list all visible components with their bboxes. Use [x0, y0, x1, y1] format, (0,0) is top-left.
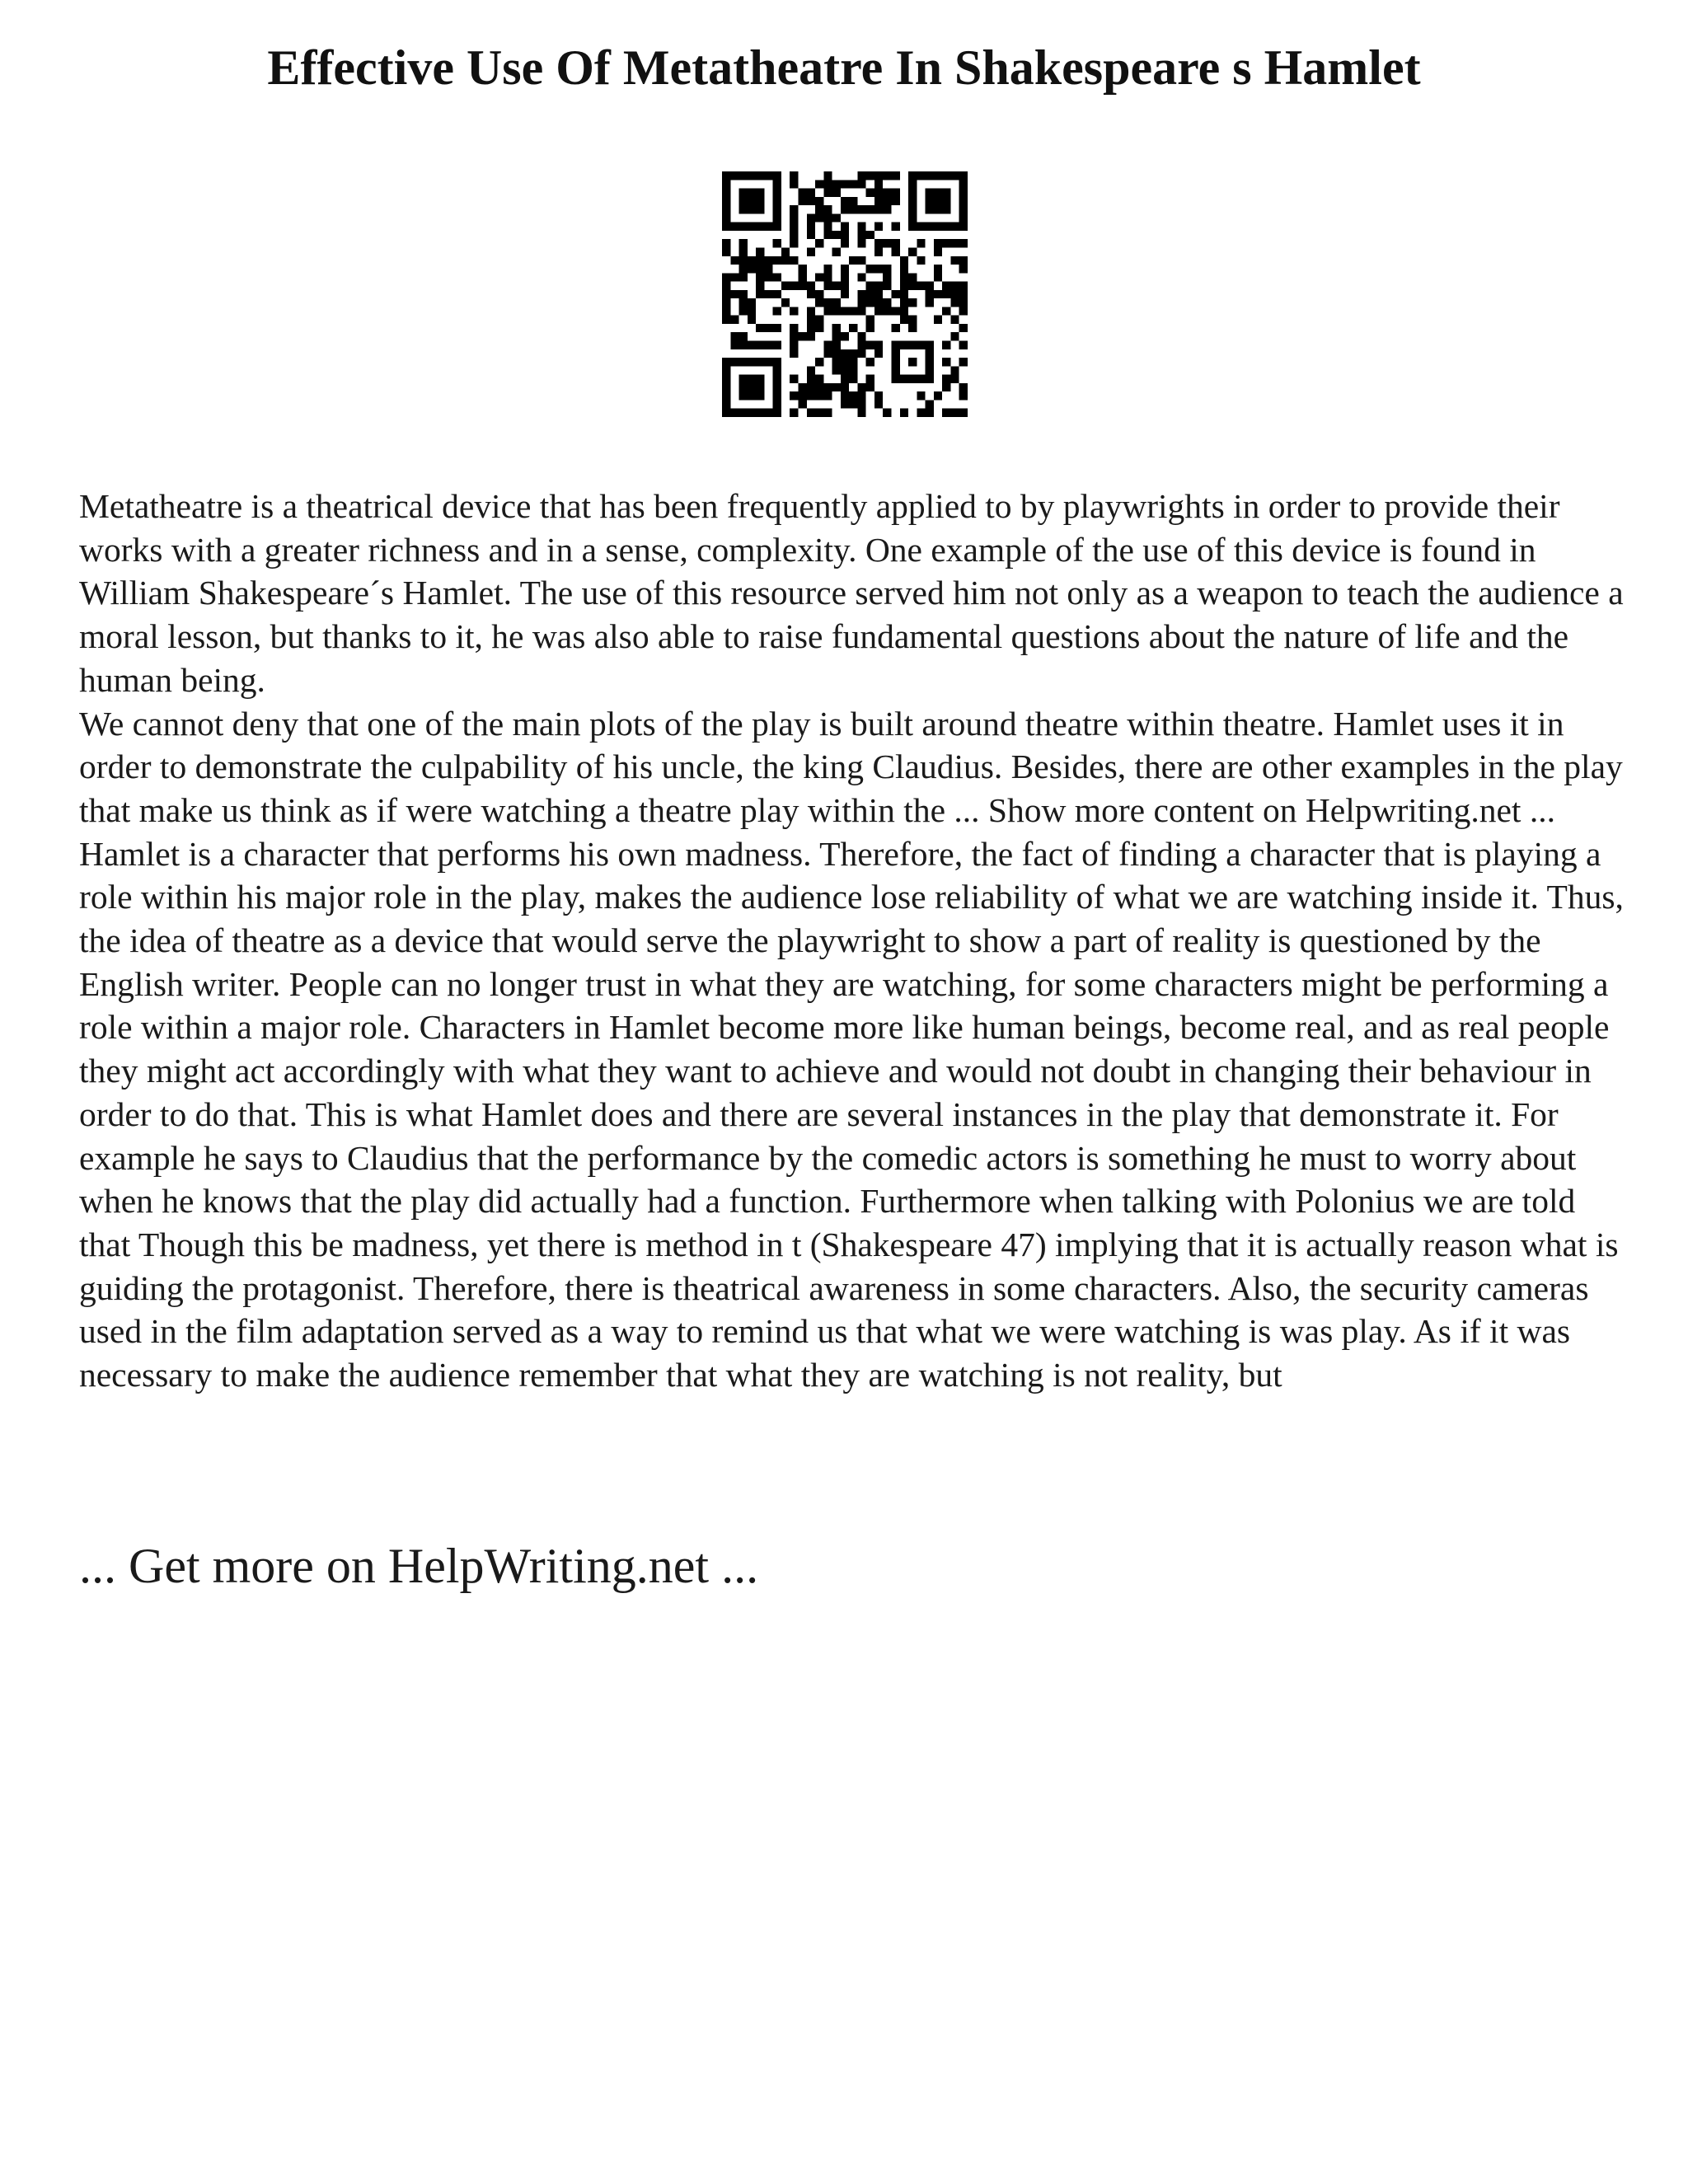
paragraph-1: Metatheatre is a theatrical device that has been frequently applied to by playwrights in order to provide their works with a greater richness and in a sense, complexity. One example of the use of this device is found in William Shakespeare´s Hamlet. The use of this resource served him not only as a weapon to teach the audience a moral lesson, but thanks to it, he was also able to raise fundamental questions about the nature of life and the human being. [79, 487, 1624, 699]
page-title: Effective Use Of Metatheatre In Shakespeare s Hamlet [267, 40, 1421, 95]
article-body [79, 485, 1629, 1397]
paragraph-3: Hamlet is a character that performs his own madness. Therefore, the fact of finding a character that is playing a role within his major role in the play, makes the audience lose reliability of what we are watching inside it. Thus, the idea of theatre as a device that would serve the playwright to show a part of reality is questioned by the English writer. People can no longer trust in what they are watching, for some characters might be performing a role within a major role. Characters in Hamlet become more like human beings, become real, and as real people they might act accordingly with what they want to achieve and would not doubt in changing their behaviour in order to do that. This is what Hamlet does and there are several instances in the play that demonstrate it. For example he says to Claudius that the performance by the comedic actors is something he must to worry about when he knows that the play did actually had a function. Furthermore when talking with Polonius we are told that Though this be madness, yet there is method in t (Shakespeare 47) implying that it is actually reason what is guiding the protagonist. Therefore, there is theatrical awareness in some characters. Also, the security cameras used in the film adaptation served as a way to remind us that what we were watching is was play. As if it was necessary to make the audience remember that what they are watching is not reality, but [79, 834, 1624, 1394]
qr-code [722, 171, 968, 417]
get-more-link[interactable]: ... Get more on HelpWriting.net ... [79, 1539, 759, 1593]
paragraph-2: We cannot deny that one of the main plots of the play is built around theatre within theatre. Hamlet uses it in order to demonstrate the culpability of his uncle, the king Claudius. Besides, there are other examples in the play that make us think as if were watching a theatre play within the ... Show more content on Helpwriting.net ... [79, 704, 1623, 829]
